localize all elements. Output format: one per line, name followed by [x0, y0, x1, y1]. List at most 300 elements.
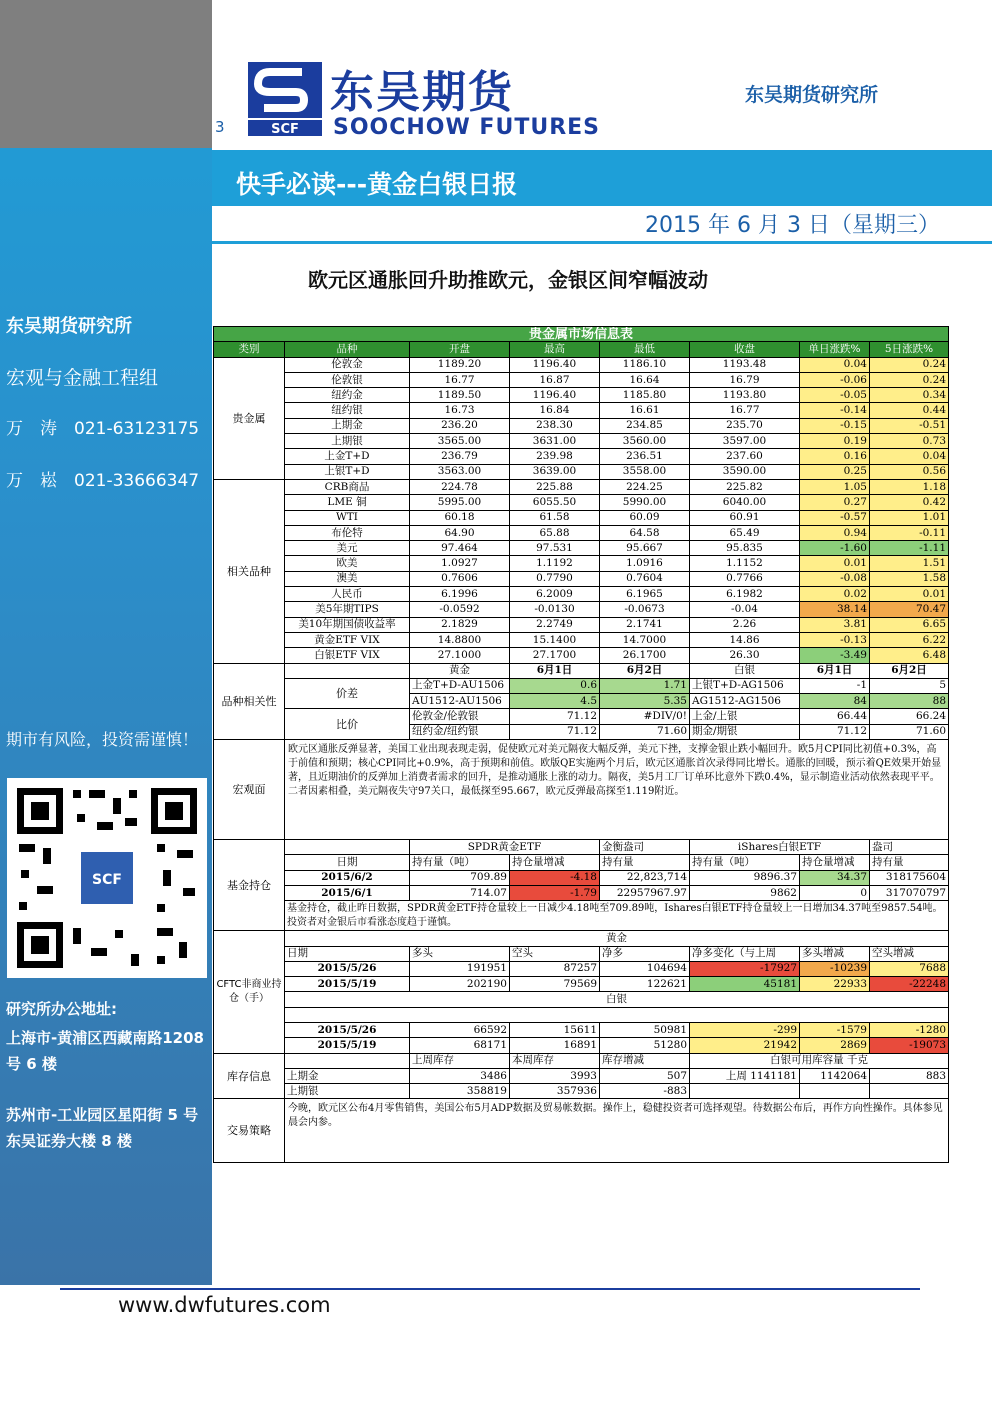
- column-header: 单日涨跌%: [800, 342, 870, 357]
- commodity-name: 伦敦金: [285, 357, 410, 372]
- cftc-col-header: 空头: [510, 946, 600, 961]
- table-cell: 104694: [600, 961, 690, 976]
- precious-row: [214, 464, 949, 479]
- table-cell: 1.05: [800, 479, 870, 494]
- table-cell: 236.20: [410, 418, 510, 433]
- table-cell: -17927: [690, 961, 800, 976]
- table-cell: 238.30: [510, 418, 600, 433]
- table-cell: 持有量（吨）: [410, 855, 510, 870]
- jinheng-header: 金衡盎司: [600, 840, 690, 855]
- precious-row: [214, 449, 949, 464]
- ratio-label: 比价: [285, 709, 410, 740]
- table-cell: 237.60: [690, 449, 800, 464]
- report-title: 快手必读---黄金白银日报: [236, 170, 518, 199]
- table-cell: 5990.00: [600, 495, 690, 510]
- corr-silver-pair: 期金/期银: [690, 724, 800, 739]
- corr-value: 0.6: [510, 678, 600, 693]
- stock-row: [214, 1084, 949, 1099]
- table-cell: -0.0130: [510, 602, 600, 617]
- sidebar-risk: 期市有风险，投资需谨慎！: [6, 730, 199, 749]
- table-cell: 16.84: [510, 403, 600, 418]
- table-cell: -10239: [800, 961, 870, 976]
- table-cell: -0.08: [800, 571, 870, 586]
- table-cell: 0.04: [870, 449, 949, 464]
- table-cell: -1.79: [510, 885, 600, 900]
- table-cell: 60.18: [410, 510, 510, 525]
- category-related: 相关品种: [214, 479, 285, 663]
- table-cell: 202190: [410, 977, 510, 992]
- table-cell: -1579: [800, 1022, 870, 1037]
- corr-date2: 6月2日: [870, 663, 949, 678]
- table-cell: 持有量（吨）: [690, 855, 800, 870]
- table-cell: 50981: [600, 1022, 690, 1037]
- corr-value: -1: [800, 678, 870, 693]
- table-title-row: [214, 327, 949, 342]
- cftc-gold-header: 黄金: [285, 931, 949, 946]
- table-cell: 16.79: [690, 372, 800, 387]
- corr-value: 71.60: [870, 724, 949, 739]
- table-cell: 22933: [800, 977, 870, 992]
- table-cell: [285, 840, 410, 855]
- table-cell: -1.11: [870, 541, 949, 556]
- table-cell: [285, 663, 410, 678]
- corr-value: 4.5: [510, 694, 600, 709]
- table-cell: 2.1741: [600, 617, 690, 632]
- table-cell: 15.1400: [510, 632, 600, 647]
- table-cell: 0.7604: [600, 571, 690, 586]
- fund-row: [214, 885, 949, 900]
- sidebar: [0, 0, 212, 1285]
- table-cell: 2.26: [690, 617, 800, 632]
- table-cell: 9862: [690, 885, 800, 900]
- table-cell: 0.01: [800, 556, 870, 571]
- corr-value: 1.71: [600, 678, 690, 693]
- table-cell: 6.1996: [410, 587, 510, 602]
- table-cell: -3.49: [800, 648, 870, 663]
- commodity-name: WTI: [285, 510, 410, 525]
- table-cell: 45181: [690, 977, 800, 992]
- related-row: [214, 571, 949, 586]
- cftc-col-header: 空头增减: [870, 946, 949, 961]
- table-cell: 14.86: [690, 632, 800, 647]
- table-cell: 0.56: [870, 464, 949, 479]
- table-cell: 883: [870, 1068, 949, 1083]
- table-cell: 2869: [800, 1038, 870, 1053]
- commodity-name: 上金T+D: [285, 449, 410, 464]
- sidebar-top-band: [0, 0, 212, 148]
- column-header: 收盘: [690, 342, 800, 357]
- sidebar-org: 东吴期货研究所: [6, 316, 132, 337]
- table-cell: 225.88: [510, 479, 600, 494]
- table-cell: -22248: [870, 977, 949, 992]
- address-shanghai: 上海市-黄浦区西藏南路1208 号 6 楼: [6, 1029, 204, 1073]
- corr-date1: 6月1日: [510, 663, 600, 678]
- spdr-header: SPDR黄金ETF: [410, 840, 600, 855]
- table-cell: 0.19: [800, 434, 870, 449]
- table-cell: 3558.00: [600, 464, 690, 479]
- category-correlation: 品种相关性: [214, 663, 285, 739]
- table-cell: 65.49: [690, 525, 800, 540]
- table-cell: 1.58: [870, 571, 949, 586]
- institute-name: 东吴期货研究所: [745, 84, 879, 106]
- corr-row: [214, 709, 949, 724]
- commodity-name: 白银ETF VIX: [285, 648, 410, 663]
- corr-row: [214, 678, 949, 693]
- table-cell: 1196.40: [510, 357, 600, 372]
- corr-value: 71.12: [510, 724, 600, 739]
- table-cell: -0.05: [800, 388, 870, 403]
- table-cell: 318175604: [870, 870, 949, 885]
- table-cell: 6.1965: [600, 587, 690, 602]
- table-cell: 持有量: [600, 855, 690, 870]
- address-suzhou: 苏州市-工业园区星阳街 5 号东吴证券大楼 8 楼: [6, 1106, 199, 1150]
- table-cell: 66592: [410, 1022, 510, 1037]
- stock-name: 上期金: [285, 1068, 410, 1083]
- sidebar-contact1: 万 涛 021-63123175: [6, 419, 200, 439]
- table-cell: 0.7790: [510, 571, 600, 586]
- table-cell: 0.25: [800, 464, 870, 479]
- related-row: [214, 617, 949, 632]
- table-cell: 317070797: [870, 885, 949, 900]
- fund-note-row: [214, 901, 949, 931]
- table-cell: 51280: [600, 1038, 690, 1053]
- table-cell: 225.82: [690, 479, 800, 494]
- table-cell: 3993: [510, 1068, 600, 1083]
- macro-text: 欧元区通胀反弹显著，美国工业出现表现走弱，促使欧元对美元隔夜大幅反弹，美元下挫，支撑金银止跌小幅回升。欧5月CPI同比初值+0.3%，高于前值和预期；核心CPI同比+0.9%，高于预期和前值。欧版QE实施两个月后，欧元区通胀首次录得同比增长。通胀的回暖，预示着QE效果开始显著，且近期油价的反弹加上消费者需求的回升，是推动通胀上涨的动力。隔夜，美5月工厂订单环比意外下跌0.4%，显示制造业活动依然表现平平。二者因素相叠，美元隔夜失守97关口，最低探至95.667，欧元反弹最高探至1.119附近。: [285, 740, 949, 840]
- precious-row: [214, 388, 949, 403]
- category-stock: 库存信息: [214, 1053, 285, 1099]
- commodity-name: 上期银: [285, 434, 410, 449]
- sidebar-contact2: 万 崧 021-33666347: [6, 471, 200, 491]
- commodity-name: 上期金: [285, 418, 410, 433]
- category-precious: 贵金属: [214, 357, 285, 479]
- commodity-name: 布伦特: [285, 525, 410, 540]
- cftc-row: [214, 1038, 949, 1053]
- corr-value: 88: [870, 694, 949, 709]
- cftc-col-header: 多头增减: [800, 946, 870, 961]
- table-cell: 6.2009: [510, 587, 600, 602]
- table-cell: 0.94: [800, 525, 870, 540]
- commodity-name: 欧美: [285, 556, 410, 571]
- table-cell: 15611: [510, 1022, 600, 1037]
- cftc-col-header: 多头: [410, 946, 510, 961]
- cftc-gold-title: [214, 931, 949, 946]
- corr-date2: 6月2日: [600, 663, 690, 678]
- related-row: [214, 541, 949, 556]
- related-row: [214, 648, 949, 663]
- table-cell: 224.78: [410, 479, 510, 494]
- table-cell: 16.61: [600, 403, 690, 418]
- commodity-name: 伦敦银: [285, 372, 410, 387]
- table-cell: -0.15: [800, 418, 870, 433]
- table-cell: 3565.00: [410, 434, 510, 449]
- commodity-name: 人民币: [285, 587, 410, 602]
- table-cell: -1.60: [800, 541, 870, 556]
- table-cell: 14.7000: [600, 632, 690, 647]
- table-cell: 224.25: [600, 479, 690, 494]
- table-cell: 日期: [285, 855, 410, 870]
- table-cell: 191951: [410, 961, 510, 976]
- table-cell: 6.1982: [690, 587, 800, 602]
- related-row: [214, 632, 949, 647]
- cftc-date: 2015/5/26: [285, 1022, 410, 1037]
- corr-gold-pair: 伦敦金/伦敦银: [410, 709, 510, 724]
- table-cell: 34.37: [800, 870, 870, 885]
- table-cell: 1.0927: [410, 556, 510, 571]
- table-cell: 1185.80: [600, 388, 690, 403]
- table-cell: 1.1152: [690, 556, 800, 571]
- precious-row: [214, 403, 949, 418]
- table-cell: 239.98: [510, 449, 600, 464]
- corr-gold-header: 黄金: [410, 663, 510, 678]
- table-cell: 3639.00: [510, 464, 600, 479]
- capacity-last-week: 上周 1141181: [690, 1068, 800, 1083]
- table-cell: 27.1000: [410, 648, 510, 663]
- corr-value: 84: [800, 694, 870, 709]
- corr-silver-pair: 上银T+D-AG1506: [690, 678, 800, 693]
- table-cell: 3486: [410, 1068, 510, 1083]
- table-cell: 3.81: [800, 617, 870, 632]
- table-cell: 1189.20: [410, 357, 510, 372]
- company-logo-icon: [248, 62, 322, 140]
- footer-divider: [60, 1288, 920, 1290]
- table-cell: 358819: [410, 1084, 510, 1099]
- table-cell: 上周库存: [410, 1053, 510, 1068]
- table-cell: 1.0916: [600, 556, 690, 571]
- table-cell: 0.01: [870, 587, 949, 602]
- corr-value: 5: [870, 678, 949, 693]
- table-cell: 714.07: [410, 885, 510, 900]
- corr-gold-pair: AU1512-AU1506: [410, 694, 510, 709]
- related-row: [214, 479, 949, 494]
- precious-row: [214, 357, 949, 372]
- address-title: 研究所办公地址:: [6, 1000, 117, 1018]
- table-cell: 1193.80: [690, 388, 800, 403]
- related-row: [214, 602, 949, 617]
- table-cell: -0.06: [800, 372, 870, 387]
- table-cell: 65.88: [510, 525, 600, 540]
- table-cell: 1.51: [870, 556, 949, 571]
- table-cell: 0.44: [870, 403, 949, 418]
- table-cell: 3597.00: [690, 434, 800, 449]
- table-cell: -299: [690, 1022, 800, 1037]
- cftc-row: [214, 1022, 949, 1037]
- related-row: [214, 495, 949, 510]
- cftc-spacer: [214, 1007, 949, 1022]
- table-title: 贵金属市场信息表: [214, 327, 949, 342]
- strategy-text: 今晚，欧元区公布4月零售销售，美国公布5月ADP数据及贸易帐数据。操作上，稳健投资者可选择观望。待数据公布后，再作方向性操作。具体参见晨会内参。: [285, 1099, 949, 1163]
- table-cell: 122621: [600, 977, 690, 992]
- table-cell: 2.1829: [410, 617, 510, 632]
- table-cell: 64.90: [410, 525, 510, 540]
- qr-code: [7, 778, 207, 978]
- table-cell: 1186.10: [600, 357, 690, 372]
- cftc-silver-title: [214, 992, 949, 1007]
- column-header: 开盘: [410, 342, 510, 357]
- spread-label: 价差: [285, 678, 410, 709]
- commodity-name: 美10年期国债收益率: [285, 617, 410, 632]
- market-info-table: [213, 326, 949, 1163]
- corr-silver-pair: 上金/上银: [690, 709, 800, 724]
- table-cell: 9896.37: [690, 870, 800, 885]
- cftc-row: [214, 961, 949, 976]
- corr-value: 66.44: [800, 709, 870, 724]
- table-cell: -0.11: [870, 525, 949, 540]
- cftc-col-header: 净多: [600, 946, 690, 961]
- brand-name-cn: 东吴期货: [330, 67, 514, 118]
- table-cell: -883: [600, 1084, 690, 1099]
- table-cell: 2.2749: [510, 617, 600, 632]
- commodity-name: 澳美: [285, 571, 410, 586]
- corr-gold-pair: 纽约金/纽约银: [410, 724, 510, 739]
- related-row: [214, 587, 949, 602]
- column-header: 最高: [510, 342, 600, 357]
- table-cell: 22,823,714: [600, 870, 690, 885]
- precious-row: [214, 372, 949, 387]
- table-cell: 16.73: [410, 403, 510, 418]
- corr-silver-pair: AG1512-AG1506: [690, 694, 800, 709]
- table-cell: 507: [600, 1068, 690, 1083]
- table-cell: 1196.40: [510, 388, 600, 403]
- table-cell: 0.24: [870, 357, 949, 372]
- precious-row: [214, 418, 949, 433]
- column-header: 品种: [285, 342, 410, 357]
- table-cell: 16.77: [410, 372, 510, 387]
- table-cell: [800, 1084, 870, 1099]
- corr-silver-header: 白银: [690, 663, 800, 678]
- commodity-name: 纽约金: [285, 388, 410, 403]
- table-cell: 0.16: [800, 449, 870, 464]
- cftc-date: 2015/5/19: [285, 977, 410, 992]
- ounce-header: 盎司: [870, 840, 949, 855]
- table-cell: -0.14: [800, 403, 870, 418]
- table-cell: 0.27: [800, 495, 870, 510]
- cftc-silver-header: 白银: [285, 992, 949, 1007]
- table-cell: 7688: [870, 961, 949, 976]
- table-cell: 本周库存: [510, 1053, 600, 1068]
- related-row: [214, 556, 949, 571]
- commodity-name: 美元: [285, 541, 410, 556]
- fund-header-row: [214, 840, 949, 855]
- table-cell: 16.77: [690, 403, 800, 418]
- ishares-header: iShares白银ETF: [690, 840, 870, 855]
- corr-value: 5.35: [600, 694, 690, 709]
- report-date: 2015 年 6 月 3 日（星期三）: [645, 213, 940, 238]
- table-cell: 22957967.97: [600, 885, 690, 900]
- corr-value: 66.24: [870, 709, 949, 724]
- related-row: [214, 525, 949, 540]
- column-header: 类别: [214, 342, 285, 357]
- category-strategy: 交易策略: [214, 1099, 285, 1163]
- stock-header-row: [214, 1053, 949, 1068]
- table-cell: 0.7766: [690, 571, 800, 586]
- table-cell: 3590.00: [690, 464, 800, 479]
- cftc-date: 2015/5/26: [285, 961, 410, 976]
- stock-row: [214, 1068, 949, 1083]
- table-cell: 16.64: [600, 372, 690, 387]
- table-cell: [285, 1007, 949, 1022]
- table-cell: 0.73: [870, 434, 949, 449]
- table-cell: 6.65: [870, 617, 949, 632]
- table-cell: 87257: [510, 961, 600, 976]
- corr-date1: 6月1日: [800, 663, 870, 678]
- commodity-name: LME 铜: [285, 495, 410, 510]
- corr-gold-pair: 上金T+D-AU1506: [410, 678, 510, 693]
- fund-date: 2015/6/2: [285, 870, 410, 885]
- related-row: [214, 510, 949, 525]
- table-cell: 库存增减: [600, 1053, 690, 1068]
- table-cell: 70.47: [870, 602, 949, 617]
- table-cell: 1.01: [870, 510, 949, 525]
- table-cell: -0.57: [800, 510, 870, 525]
- commodity-name: CRB商品: [285, 479, 410, 494]
- table-cell: 0.42: [870, 495, 949, 510]
- stock-name: 上期银: [285, 1084, 410, 1099]
- category-cftc: CFTC非商业持仓（手）: [214, 931, 285, 1053]
- table-cell: 21942: [690, 1038, 800, 1053]
- table-cell: 235.70: [690, 418, 800, 433]
- table-cell: -0.04: [690, 602, 800, 617]
- table-cell: [285, 1053, 410, 1068]
- table-header-row: [214, 342, 949, 357]
- table-cell: 6.48: [870, 648, 949, 663]
- commodity-name: 纽约银: [285, 403, 410, 418]
- sidebar-group: 宏观与金融工程组: [6, 367, 159, 389]
- table-cell: [690, 1084, 800, 1099]
- table-cell: 709.89: [410, 870, 510, 885]
- table-cell: -0.0592: [410, 602, 510, 617]
- table-cell: -19073: [870, 1038, 949, 1053]
- corr-value: 71.12: [800, 724, 870, 739]
- table-cell: 357936: [510, 1084, 600, 1099]
- column-header: 5日涨跌%: [870, 342, 949, 357]
- table-cell: 3560.00: [600, 434, 690, 449]
- logo-abbr-text: SCF: [271, 122, 299, 136]
- commodity-name: 黄金ETF VIX: [285, 632, 410, 647]
- table-cell: 64.58: [600, 525, 690, 540]
- corr-value: 71.60: [600, 724, 690, 739]
- table-cell: 16.87: [510, 372, 600, 387]
- fund-cols-row: [214, 855, 949, 870]
- table-cell: 79569: [510, 977, 600, 992]
- table-cell: 26.30: [690, 648, 800, 663]
- cftc-col-header: 日期: [285, 946, 410, 961]
- table-cell: 236.51: [600, 449, 690, 464]
- strategy-row: [214, 1099, 949, 1163]
- fund-note: 基金持仓，截止昨日数据，SPDR黄金ETF持仓量较上一日减少4.18吨至709.89吨，Ishares白银ETF持仓量较上一日增加34.37吨至9857.54吨。投资者对金银后市看涨态度趋于谨慎。: [285, 901, 949, 931]
- table-cell: 61.58: [510, 510, 600, 525]
- table-cell: 0: [800, 885, 870, 900]
- table-cell: 14.8800: [410, 632, 510, 647]
- table-cell: 持仓量增减: [800, 855, 870, 870]
- table-cell: 0.34: [870, 388, 949, 403]
- commodity-name: 上银T+D: [285, 464, 410, 479]
- category-fund: 基金持仓: [214, 840, 285, 931]
- table-cell: 60.09: [600, 510, 690, 525]
- table-cell: 6040.00: [690, 495, 800, 510]
- table-cell: 3631.00: [510, 434, 600, 449]
- footer-url-link[interactable]: www.dwfutures.com: [118, 1293, 331, 1317]
- table-cell: 60.91: [690, 510, 800, 525]
- table-cell: 95.835: [690, 541, 800, 556]
- precious-row: [214, 434, 949, 449]
- corr-value: 71.12: [510, 709, 600, 724]
- corr-header-row: [214, 663, 949, 678]
- silver-capacity-header: 白银可用库容量 千克: [690, 1053, 949, 1068]
- table-cell: 38.14: [800, 602, 870, 617]
- table-cell: 持仓量增减: [510, 855, 600, 870]
- table-cell: 0.02: [800, 587, 870, 602]
